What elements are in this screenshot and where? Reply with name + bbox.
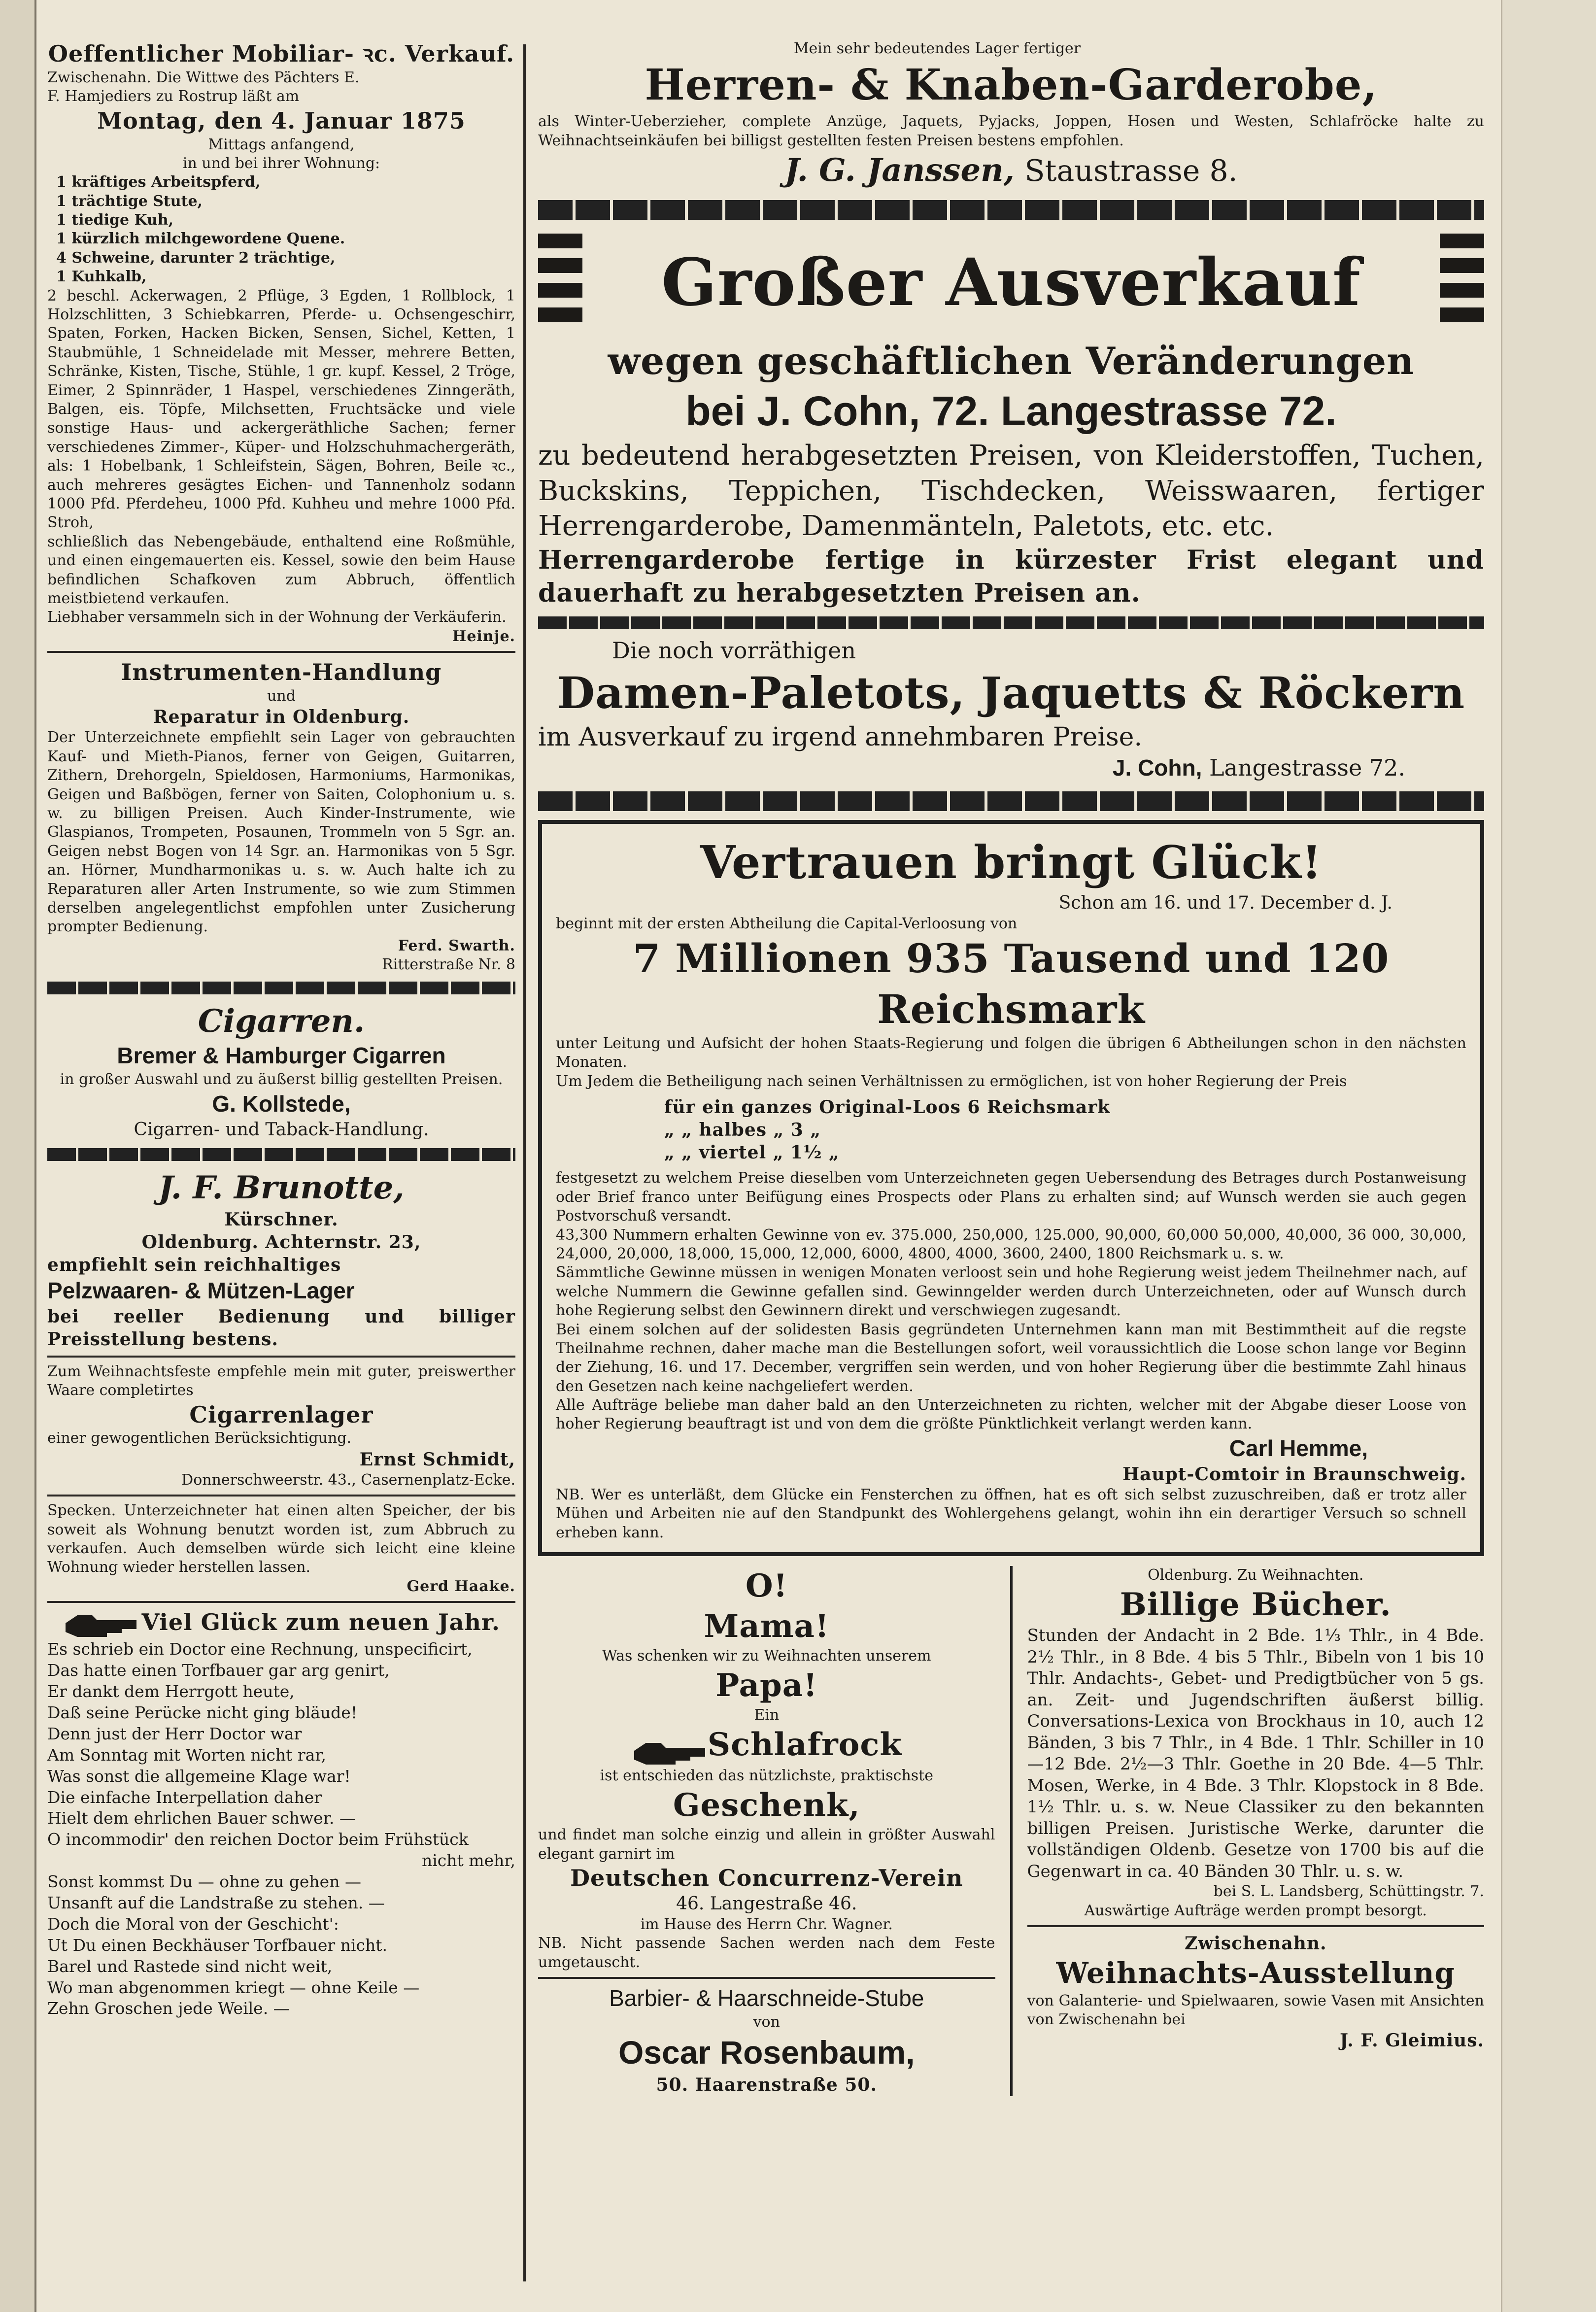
cigars-name: G. Kollstede, — [212, 1090, 351, 1117]
cigars-title: Cigarren. — [198, 1002, 365, 1040]
poem-line: Die einfache Interpellation daher — [47, 1787, 322, 1807]
divider — [47, 1356, 515, 1358]
hemme-body-3: festgesetzt zu welchem Preise dieselben vom Unterzeichneten gegen Uebersendung des Betrages durch Postanweisung oder Brief franco unter Beifügung eines Prospects oder Plans zu erhalten sind; auf Wunsch werden sie auch gegen Postvorschuß versandt. — [556, 1169, 1466, 1225]
cohn-intro-2: Die noch vorräthigen — [612, 637, 856, 664]
hemme-office: Haupt-Comtoir in Braunschweig. — [1122, 1463, 1466, 1485]
hemme-amount: 7 Millionen 935 Tausend und 120 Reichsmark — [633, 935, 1390, 1032]
auction-signature: Heinje. — [452, 627, 515, 645]
auction-title: Oeffentlicher Mobiliar- ꝛc. Verkauf. — [48, 40, 515, 67]
janssen-body: als Winter-Ueberzieher, complete Anzüge, Jaquets, Pyjacks, Joppen, Hosen und Westen, Schlafröcke halte zu Weihnachtseinkäufen bei billigst gestellten festen Preisen bestens empfohlen. — [538, 113, 1484, 149]
poem-line: Hielt dem ehrlichen Bauer schwer. — — [47, 1808, 356, 1828]
mama-papa: Papa! — [715, 1667, 818, 1704]
schmidt-intro: Zum Weihnachtsfeste empfehle mein mit guter, preiswerther Waare completirtes — [47, 1362, 515, 1399]
poem-ad — [47, 1608, 515, 2019]
hemme-body-6: Bei einem solchen auf der solidesten Basis gegründeten Unternehmen kann man mit Bestimmtheit auf die regste Theilnahme rechnen, daher mache man die Bestellungen sofort, weil voraussichtlich die Loose schon lange vor Beginn der Ziehung, 16. und 17. December, vergriffen sein werden, und von hoher Regierung über die bestimmte Zahl hinaus den Gesetzen nach keine nachgeliefert werden. — [556, 1321, 1466, 1395]
bottom-ads-row — [538, 1566, 1484, 2096]
instruments-address: Ritterstraße Nr. 8 — [382, 956, 515, 974]
janssen-title: Herren- & Knaben-Garderobe, — [645, 60, 1378, 110]
schmidt-ad — [47, 1362, 515, 1490]
mama-body: und findet man solche einzig und allein in größter Auswahl elegant garnirt im — [538, 1826, 995, 1863]
cigars-trade: Cigarren- und Taback-Handlung. — [134, 1119, 429, 1140]
landsberg-name: bei S. L. Landsberg, Schüttingstr. 7. — [1213, 1883, 1484, 1901]
column-divider — [523, 44, 526, 2281]
barbier-von: von — [753, 2013, 780, 2031]
cohn-subtitle: wegen geschäftlichen Veränderungen — [608, 339, 1415, 383]
left-column — [47, 39, 515, 2296]
cohn-ad — [538, 229, 1484, 782]
auction-intro-2: F. Hamjediers zu Rostrup läßt am — [47, 88, 300, 105]
poem-line: nicht mehr, — [421, 1851, 515, 1870]
mama-shop: Deutschen Concurrenz-Verein — [570, 1865, 963, 1892]
brunotte-ad — [47, 1168, 515, 1351]
cohn-title: Großer Ausverkauf — [661, 244, 1361, 321]
pointing-hand-icon — [63, 1612, 136, 1639]
auction-closing: Liebhaber versammeln sich in der Wohnung der Verkäuferin. — [47, 609, 507, 626]
price-row: „ „ viertel „ 1½ „ — [664, 1142, 840, 1163]
divider — [538, 1977, 995, 1979]
barbier-name: Oscar Rosenbaum, — [618, 2034, 915, 2071]
brunotte-name: J. F. Brunotte, — [158, 1169, 405, 1206]
list-item: 1 kürzlich milchgewordene Quene. — [56, 230, 345, 248]
cohn-name-line: bei J. Cohn, 72. Langestrasse 72. — [685, 388, 1337, 435]
ornament-icon — [538, 229, 582, 337]
ornamental-band — [538, 616, 1484, 629]
poem-line: O incommodir' den reichen Doctor beim Frühstück — [47, 1830, 469, 1849]
poem-line: Was sonst die allgemeine Klage war! — [47, 1766, 351, 1786]
schmidt-line: einer gewogentlichen Berücksichtigung. — [47, 1429, 352, 1447]
auction-item-list — [47, 173, 515, 286]
instruments-title: Instrumenten-Handlung — [121, 659, 442, 686]
ornament-icon — [1440, 229, 1484, 337]
divider — [47, 1495, 515, 1496]
brunotte-goods: Pelzwaaren- & Mützen-Lager — [47, 1277, 355, 1303]
landsberg-title: Billige Bücher. — [1120, 1586, 1392, 1624]
barbier-ad — [538, 1984, 995, 2096]
barbier-address: 50. Haarenstraße 50. — [656, 2074, 877, 2095]
gleimius-intro: Zwischenahn. — [1184, 1933, 1327, 1954]
landsberg-body: Stunden der Andacht in 2 Bde. 1⅓ Thlr., in 4 Bde. 2½ Thlr., in 8 Bde. 4 bis 5 Thlr., Bibeln von 1 bis 10 Thlr. Andachts-, Gebet- und Predigtbücher von 5 gs. an. Zeit- und Jugendschriften äußerst billig. Conversations-Lexica von Brockhaus in 10, auch 12 Bänden, 3 bis 7 Thlr., in 4 Bde. 1 Thlr. Schiller in 10—12 Bde. 2½—3 Thlr. Goethe in 20 Bde. 4—5 Thlr. Mosen, Werke, in 4 Bde. 3 Thlr. Klopstock in 8 Bde. 1½ Thlr. u. s. w. Neue Classiker zu den bekannten billigen Preisen. Juristische Werke, darunter die vollständigen Oldenb. Gesetze von 1700 bis auf die Gegenwart in ca. 40 Bänden 30 Thlr. u. s. w. — [1027, 1626, 1484, 1881]
auction-final: schließlich das Nebengebäude, enthaltend eine Roßmühle, und einen eingemauerten eis. Kessel, sowie den beim Hause befindlichen Schafkoven zum Abbruch, öffentlich meistbietend verkaufen. — [47, 533, 515, 607]
poem-line: Doch die Moral von der Geschicht': — [47, 1914, 339, 1934]
poem-line: Ut Du einen Beckhäuser Torfbauer nicht. — [47, 1935, 387, 1955]
list-item: 1 kräftiges Arbeitspferd, — [56, 173, 261, 191]
speicher-ad — [47, 1501, 515, 1596]
schmidt-name: Ernst Schmidt, — [359, 1449, 515, 1470]
janssen-ad — [538, 39, 1484, 191]
poem-line: Sonst kommst Du — ohne zu gehen — — [47, 1872, 361, 1892]
auction-ad — [47, 39, 515, 646]
poem-line: Es schrieb ein Doctor eine Rechnung, unspecificirt, — [47, 1639, 473, 1659]
mama-line: ist entschieden das nützlichste, praktischste — [600, 1767, 933, 1784]
hemme-intro: beginnt mit der ersten Abtheilung die Capital-Verloosung von — [556, 915, 1018, 932]
hemme-body-1: unter Leitung und Aufsicht der hohen Staats-Regierung und folgen die übrigen 6 Abtheilungen schon in den nächsten Monaten. — [556, 1034, 1466, 1071]
poem-line: Daß seine Perücke nicht ging bläude! — [47, 1702, 358, 1722]
binding-margin — [0, 0, 36, 2312]
poem-line: Unsanft auf die Landstraße zu stehen. — — [47, 1893, 385, 1912]
poem-line: Denn just der Herr Doctor war — [47, 1724, 302, 1743]
cohn-body-1: zu bedeutend herabgesetzten Preisen, von Kleiderstoffen, Tuchen, Buckskins, Teppichen, Tischdecken, Weisswaaren, fertiger Herrengarderobe, Damenmänteln, Paletots, etc. etc. — [538, 439, 1484, 543]
poem-line: Am Sonntag mit Worten nicht rar, — [47, 1745, 326, 1765]
gleimius-ad — [1027, 1932, 1485, 2052]
mama-ad — [538, 1566, 995, 1972]
hemme-body-2: Um Jedem die Betheiligung nach seinen Verhältnissen zu ermöglichen, ist von hoher Regierung der Preis — [556, 1072, 1347, 1090]
mama-question: Was schenken wir zu Weihnachten unserem — [602, 1647, 931, 1665]
hemme-ad — [538, 820, 1484, 1556]
ornamental-band — [47, 982, 515, 994]
poem-line: Er dankt dem Herrgott heute, — [47, 1682, 295, 1701]
janssen-signature-line — [538, 150, 1484, 191]
column-divider — [1010, 1566, 1013, 2096]
list-item: 4 Schweine, darunter 2 trächtige, — [56, 249, 336, 267]
mama-o: O! — [745, 1567, 788, 1604]
divider — [1027, 1925, 1485, 1927]
auction-intro-1: Zwischenahn. Die Wittwe des Pächters E. — [47, 68, 360, 86]
janssen-address: Staustrasse 8. — [1024, 154, 1238, 189]
landsberg-intro: Oldenburg. Zu Weihnachten. — [1148, 1566, 1364, 1584]
bottom-right-ads — [1027, 1566, 1485, 2096]
list-item: 1 Kuhkalb, — [56, 268, 147, 286]
ornamental-band — [538, 791, 1484, 811]
divider — [47, 1601, 515, 1603]
poem-header — [47, 1608, 515, 1639]
auction-time: Mittags anfangend, — [208, 136, 355, 153]
hemme-body-5: Sämmtliche Gewinne müssen in wenigen Monaten verloost sein und hohe Regierung weist jedem Theilnehmer nach, auf welche Nummern die Gewinne gefallen sind. Gewinngelder werden durch Unterzeichneten, oder auf Wunsch durch hohe Regierung selbst den Gewinnern direkt und verschwiegen zugesandt. — [556, 1264, 1466, 1320]
poem-line: Zehn Groschen jede Weile. — — [47, 1999, 290, 2018]
instruments-und: und — [267, 687, 296, 705]
pointing-hand-icon — [631, 1740, 705, 1767]
janssen-name: J. G. Janssen, — [784, 152, 1015, 189]
bottom-left-ads — [538, 1566, 995, 2096]
cigars-ad — [47, 1001, 515, 1141]
hemme-name: Carl Hemme, — [1229, 1435, 1368, 1461]
brunotte-service: bei reeller Bedienung und billiger Preisstellung bestens. — [47, 1306, 515, 1350]
cohn-name-2: J. Cohn, — [1112, 755, 1202, 781]
hemme-body-7: Alle Aufträge beliebe man daher bald an den Unterzeichneten zu richten, welcher mit der Abgabe dieser Loose von hoher Regierung beauftragt ist und von dem die größte Pünktlichkeit verlangt werden kann. — [556, 1396, 1466, 1433]
mama-nb: NB. Nicht passende Sachen werden nach dem Feste umgetauscht. — [538, 1935, 995, 1971]
brunotte-trade: Kürschner. — [224, 1209, 339, 1230]
brunotte-line: empfiehlt sein reichhaltiges — [47, 1254, 341, 1275]
poem-line: Barel und Rastede sind nicht weit, — [47, 1956, 333, 1976]
mama-schlafrock: Schlafrock — [707, 1726, 902, 1764]
cigars-line: in großer Auswahl und zu äußerst billig gestellten Preisen. — [60, 1071, 503, 1088]
poem-line: Das hatte einen Torfbauer gar arg genirt, — [47, 1661, 390, 1680]
right-column — [538, 39, 1484, 2296]
cohn-title-2: Damen-Paletots, Jaquetts & Röckern — [557, 667, 1465, 718]
speicher-body: Specken. Unterzeichneter hat einen alten Speicher, der bis soweit als Wohnung benutzt worden ist, zum Abbruch zu verkaufen. Auch demselben würde sich leicht eine kleine Wohnung wieder herstellen lassen. — [47, 1502, 515, 1576]
auction-place: in und bei ihrer Wohnung: — [182, 154, 380, 172]
hemme-nb: NB. Wer es unterläßt, dem Glücke ein Fensterchen zu öffnen, hat es oft sich selbst zuzuschreiben, daß er trotz aller Mühen und Arbeiten nie auf den Standpunkt des Wohlergehens gelangt, wohin ihn ein derartiger Versuch so schnell erheben kann. — [556, 1486, 1466, 1541]
price-row: für ein ganzes Original-Loos 6 Reichsmark — [664, 1097, 1111, 1118]
list-item: 1 trächtige Stute, — [56, 192, 203, 210]
cohn-address-2: Langestrasse 72. — [1209, 754, 1405, 782]
hemme-body-4: 43,300 Nummern erhalten Gewinne von ev. 375.000, 250,000, 125.000, 90,000, 60,000 50,000, 40,000, 36 000, 30,000, 24,000, 20,000, 18,000, 15,000, 12,000, 6000, 4800, 4000, 3600, 2400, 1800 Reichsmark u. s. w. — [556, 1226, 1466, 1262]
brunotte-address: Oldenburg. Achternstr. 23, — [141, 1231, 421, 1253]
price-row: „ „ halbes „ 3 „ — [664, 1120, 821, 1141]
instruments-ad — [47, 658, 515, 974]
mama-geschenk: Geschenk, — [673, 1787, 860, 1824]
page-edge — [1501, 0, 1596, 2312]
instruments-subtitle: Reparatur in Oldenburg. — [153, 707, 410, 728]
mama-schlafrock-row — [538, 1725, 995, 1767]
mama-house: im Hause des Herrn Chr. Wagner. — [640, 1916, 893, 1933]
gleimius-title: Weihnachts-Ausstellung — [1056, 1956, 1455, 1990]
hemme-price-table — [556, 1096, 1466, 1164]
auction-body: 2 beschl. Ackerwagen, 2 Pflüge, 3 Egden, 1 Rollblock, 1 Holzschlitten, 3 Schiebkarren, Pferde- u. Ochsengeschirr, Spaten, Forken, Hacken Bicken, Sensen, Sichel, Ketten, 1 Staubmühle, 1 Schneidelade mit Messer, mehrere Betten, Schränke, Kisten, Tische, Stühle, 1 gr. kupf. Kessel, 2 Tröge, Eimer, 2 Spinnräder, 1 Haspel, verschiedenes Zinngeräth, Balgen, eis. Töpfe, Milchsetten, Fruchtsäcke und viele sonstige Haus- und ackergeräthliche Sachen; ferner verschiedenes Zimmer-, Küper- und Holzschuhmachergeräth, als: 1 Hobelbank, 1 Schleifstein, Sägen, Bohren, Beile ꝛc., auch mehreres gesägtes Eichen- und Tannenholz sodann 1000 Pfd. Pferdeheu, 1000 Pfd. Kuhheu und mehre 1000 Pfd. Stroh, — [47, 287, 515, 532]
gleimius-body: von Galanterie- und Spielwaaren, sowie Vasen mit Ansichten von Zwischenahn bei — [1027, 1992, 1484, 2028]
divider — [47, 651, 515, 653]
poem-line: Wo man abgenommen kriegt — ohne Keile — — [47, 1977, 420, 1997]
speicher-signature: Gerd Haake. — [407, 1577, 515, 1595]
poem-title: Viel Glück zum neuen Jahr. — [141, 1609, 500, 1636]
auction-date: Montag, den 4. Januar 1875 — [97, 107, 466, 134]
cohn-signature-line — [538, 753, 1484, 782]
instruments-body: Der Unterzeichnete empfiehlt sein Lager von gebrauchten Kauf- und Mieth-Pianos, ferner von Geigen, Guitarren, Zithern, Drehorgeln, Spieldosen, Harmoniums, Harmonikas, Geigen und Baßbögen, ferner von Saiten, Colophonium u. s. w. zu billigen Preisen. Auch Kinder-Instrumente, wie Glaspianos, Trompeten, Posaunen, Trommeln von 5 Sgr. an. Geigen nebst Bogen von 14 Sgr. an. Harmonikas von 5 Sgr. an. Hörner, Mundharmonikas u. s. w. Auch halte ich zu Reparaturen aller Arten Instrumente, so wie zum Stimmen derselben angelegentlichst empfohlen unter Zusicherung prompter Bedienung. — [47, 729, 515, 936]
janssen-intro: Mein sehr bedeutendes Lager fertiger — [793, 40, 1081, 57]
mama-ein: Ein — [754, 1706, 780, 1724]
cohn-body-2: Herrengarderobe fertige in kürzester Frist elegant und dauerhaft zu herabgesetzten Preisen an. — [538, 544, 1484, 608]
mama-address: 46. Langestraße 46. — [676, 1893, 857, 1914]
ornamental-band — [538, 200, 1484, 220]
cigars-subtitle: Bremer & Hamburger Cigarren — [117, 1043, 446, 1069]
hemme-title: Vertrauen bringt Glück! — [700, 835, 1322, 889]
gleimius-name: J. F. Gleimius. — [1339, 2030, 1484, 2051]
schmidt-address: Donnerschweerstr. 43., Casernenplatz-Ecke. — [181, 1471, 515, 1489]
cohn-banner — [538, 229, 1484, 337]
hemme-date: Schon am 16. und 17. December d. J. — [1058, 892, 1392, 913]
ornamental-band — [47, 1148, 515, 1161]
cohn-line-2: im Ausverkauf zu irgend annehmbaren Preise. — [538, 722, 1142, 752]
landsberg-note: Auswärtige Aufträge werden prompt besorgt. — [1084, 1902, 1427, 1919]
mama-mama: Mama! — [704, 1607, 830, 1645]
list-item: 1 tiedige Kuh, — [56, 211, 174, 229]
landsberg-ad — [1027, 1566, 1485, 1920]
schmidt-goods: Cigarrenlager — [189, 1401, 374, 1428]
barbier-title: Barbier- & Haarschneide-Stube — [609, 1985, 924, 2011]
instruments-signature: Ferd. Swarth. — [398, 937, 515, 954]
